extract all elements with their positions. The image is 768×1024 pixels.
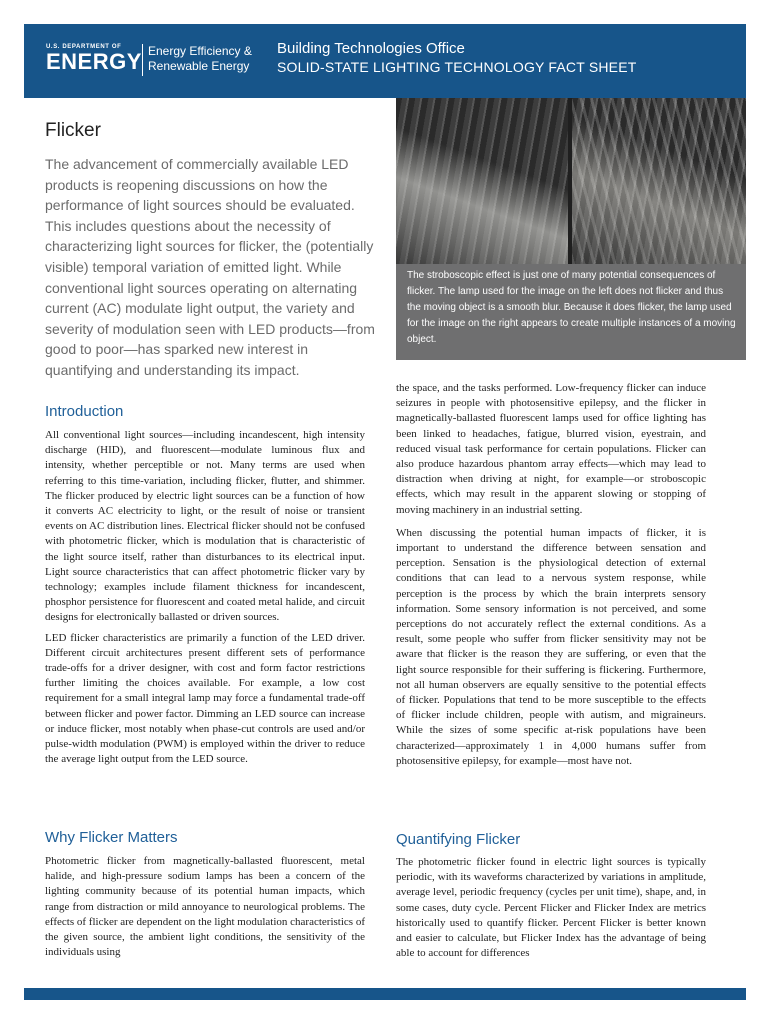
right-column-body: [396, 381, 706, 769]
series-name: SOLID-STATE LIGHTING TECHNOLOGY FACT SHEET: [277, 59, 637, 75]
doe-logo-small-text: U.S. DEPARTMENT OF: [46, 44, 122, 50]
quantifying-flicker-body: [396, 855, 706, 961]
photo-with-flicker: [572, 98, 746, 264]
doe-logo: [46, 44, 142, 73]
doe-logo-wordmark: ENERGY: [46, 49, 142, 74]
paragraph: Photometric flicker from magnetically-ballasted fluorescent, metal halide, and high-pressure sodium lamps has been a concern of the lighting community because of its potential human impacts, which range from distraction or mild annoyance to neurological problems. The effects of flicker are dependent on the light modulation characteristics of the given source, the ambient light conditions, the sensitivity of the individuals using: [45, 855, 365, 959]
heading-quantifying-flicker: Quantifying Flicker: [396, 831, 521, 848]
heading-introduction: Introduction: [45, 403, 124, 420]
office-name-line1: Energy Efficiency &: [148, 44, 252, 58]
photo-no-flicker: [396, 98, 568, 264]
office-name: [148, 44, 252, 74]
figure-caption: The stroboscopic effect is just one of many potential consequences of flicker. The lamp used for the image on the left does not flicker and thus the moving object is a smooth blur. Because it does flicker, the lamp used for the image on the right appears to create multiple instances of a moving object.: [396, 264, 746, 360]
lead-paragraph: The advancement of commercially available LED products is reopening discussions on how the performance of light sources should be evaluated. This includes questions about the necessity of characterizing light sources for flicker, the (potentially visible) temporal variation of emitted light. While conventional light sources operating on alternating current (AC) modulate light output, the variety and severity of modulation seen with LED products—from good to poor—has sparked new interest in quantifying and understanding its impact.: [45, 156, 375, 378]
footer-bar: [24, 988, 746, 1000]
paragraph: LED flicker characteristics are primarily a function of the LED driver. Different circuit architectures present different sets of performance trade-offs for a driver designer, with cost and form factor restrictions further limiting the choices available. For example, a low cost requirement for a small integral lamp may force a fundamental trade-off between flicker and power factor. Dimming an LED source can increase or induce flicker, most notably when phase-cut controls are used and/or pulse-width modulation (PWM) is employed within the driver to reduce the average light output from the LED source.: [45, 631, 365, 766]
header-divider: [142, 44, 143, 76]
header-banner: [24, 24, 746, 98]
stroboscopic-photo: [396, 98, 746, 264]
paragraph: When discussing the potential human impacts of flicker, it is important to understand the difference between sensation and perception. Sensation is the physiological detection of external conditions that can lead to a nervous system response, while perception is the process by which the brain interprets sensory information. Some sensory information is not perceived, and some perceptions do not accurately reflect the external conditions. As a result, some people who suffer from flicker sensitivity may not be aware that flicker is the reason they are suffering, or even that the light source responsible for their suffering is flickering. Furthermore, not all human observers are equally sensitive to the potential effects of flicker. Populations that tend to be more susceptible to the effects of flicker include children, people with autism, and migraineurs. While the sizes of some specific at-risk populations have been characterized—approximately 1 in 4,000 humans suffer from photosensitive epilepsy, for example—most have not.: [396, 526, 706, 767]
paragraph: the space, and the tasks performed. Low-frequency flicker can induce seizures in people with photosensitive epilepsy, and the flicker in magnetically-ballasted fluorescent lamps used for office lighting has been linked to headaches, fatigue, blurred vision, eyestrain, and reduced visual task performance for certain populations. Flicker can also produce hazardous phantom array effects—which may lead to distraction when driving at night, for example—or stroboscopic effects, which may result in the apparent slowing or stopping of moving machinery in an industrial setting.: [396, 382, 706, 516]
heading-why-flicker-matters: Why Flicker Matters: [45, 829, 178, 846]
paragraph: All conventional light sources—including incandescent, high intensity discharge (HID), and fluorescent—modulate luminous flux and intensity, whether perceptible or not. Many terms are used when referring to this time-variation, including flicker, flutter, and shimmer. The flicker produced by electric light sources can be a function of how it converts AC electricity to light, or the result of noise or transient events on AC distribution lines. Electrical flicker should not be confused with photometric flicker, which is modulation that is characteristic of the light source itself, rather than disturbances to its electrical input. Light source characteristics that can affect photometric flicker vary by technology; examples include filament thickness for incandescent, phosphor persistence for fluorescent and coated metal halide, and circuit designs for electronically ballasted or driven sources.: [45, 429, 365, 624]
page-title: Flicker: [45, 120, 101, 141]
introduction-body: [45, 428, 365, 767]
program-name: Building Technologies Office: [277, 40, 465, 57]
why-flicker-matters-body: [45, 854, 365, 960]
program-title: [277, 40, 637, 76]
office-name-line2: Renewable Energy: [148, 59, 250, 73]
paragraph: The photometric flicker found in electric light sources is typically periodic, with its waveforms characterized by variations in amplitude, average level, periodic frequency (cycles per unit time), shape, and, in some cases, duty cycle. Percent Flicker and Flicker Index are metrics historically used to quantify flicker. Percent Flicker is better known and easier to calculate, but Flicker Index has the advantage of being able to account for differences: [396, 856, 706, 960]
